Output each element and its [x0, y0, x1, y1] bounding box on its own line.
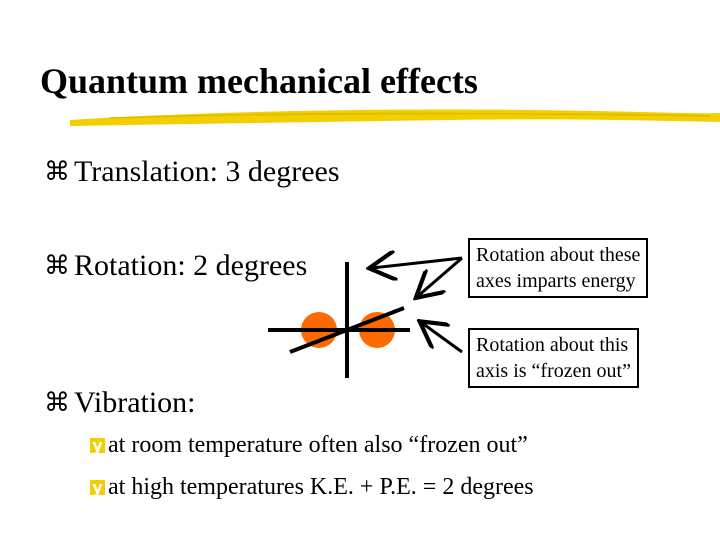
- note-energy-line2: axes imparts energy: [476, 270, 636, 292]
- note-frozen-line2: axis is “frozen out”: [476, 360, 631, 382]
- arrow-frozen: [422, 323, 462, 352]
- y-bullet-icon: y: [90, 438, 105, 453]
- z-bullet-icon: ⌘: [44, 251, 70, 280]
- vibration-item-text: at room temperature often also “frozen out”: [108, 432, 528, 458]
- vibration-item-text: at high temperatures K.E. + P.E. = 2 degrees: [108, 474, 534, 500]
- bullet-vibration-text: Vibration:: [74, 386, 196, 419]
- slide-title: Quantum mechanical effects: [40, 61, 478, 101]
- note-energy-line1: Rotation about these: [476, 244, 641, 266]
- z-bullet-icon: ⌘: [44, 388, 70, 417]
- bullet-translation-text: Translation: 3 degrees: [74, 155, 340, 188]
- y-bullet-icon: y: [90, 480, 105, 495]
- arrow-energy-lower: [418, 258, 462, 296]
- arrow-energy-upper: [372, 258, 462, 268]
- z-bullet-icon: ⌘: [44, 157, 70, 186]
- note-frozen-line1: Rotation about this: [476, 334, 629, 356]
- bullet-rotation-text: Rotation: 2 degrees: [74, 249, 308, 282]
